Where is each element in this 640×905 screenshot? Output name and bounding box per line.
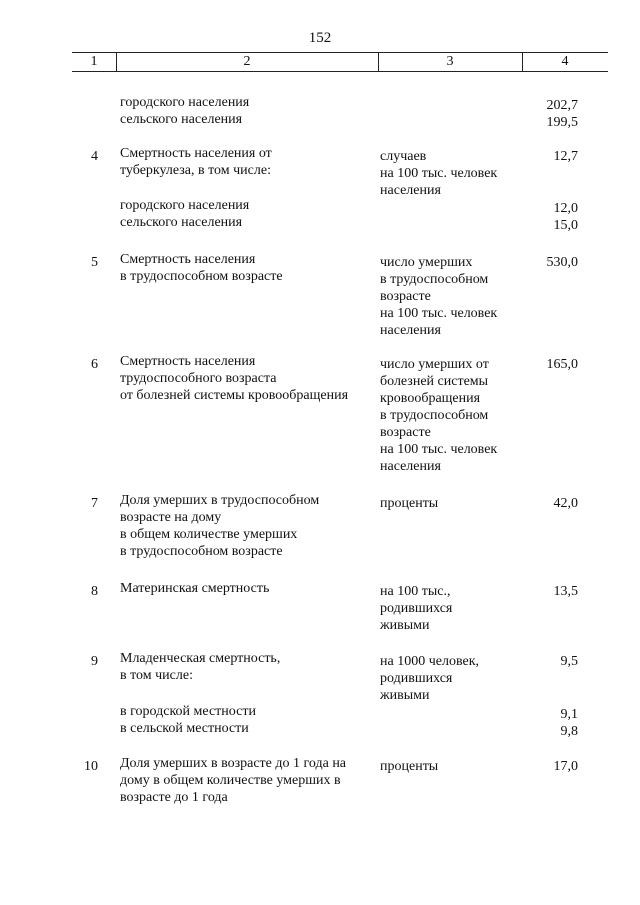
indicator-name-line: Смертность населения [120, 354, 256, 369]
unit-line: родившихся [380, 601, 453, 616]
unit-line: на 1000 человек, [380, 654, 479, 669]
indicator-name-line: трудоспособного возраста [120, 371, 277, 386]
page-number: 152 [308, 30, 332, 46]
indicator-name-line: дому в общем количестве умерших в [120, 773, 341, 788]
indicator-name-line: Младенческая смертность, [120, 651, 281, 666]
row-number: 9 [91, 654, 98, 669]
unit-line: число умерших [380, 255, 473, 270]
value-cell: 13,5 [553, 584, 578, 599]
indicator-name-line: Доля умерших в трудоспособном [120, 493, 320, 508]
row-number: 5 [91, 255, 98, 270]
unit-line: проценты [380, 496, 439, 511]
value-cell: 12,7 [553, 149, 578, 164]
unit-line: возрасте [380, 425, 431, 440]
unit-line: живыми [380, 618, 430, 633]
row-number: 7 [91, 496, 98, 511]
indicator-name-line: туберкулеза, в том числе: [120, 163, 271, 178]
unit-line: кровообращения [380, 391, 481, 406]
indicator-name-line: в общем количестве умерших [120, 527, 298, 542]
indicator-name-line: Смертность населения [120, 252, 256, 267]
unit-line: родившихся [380, 671, 453, 686]
unit-line: населения [380, 323, 441, 338]
indicator-name-line: сельского населения [120, 112, 243, 127]
unit-line: на 100 тыс. человек [380, 306, 498, 321]
unit-line: число умерших от [380, 357, 489, 372]
row-number: 6 [91, 357, 98, 372]
row-number: 8 [91, 584, 98, 599]
unit-line: возрасте [380, 289, 431, 304]
unit-line: живыми [380, 688, 430, 703]
indicator-name-line: в трудоспособном возрасте [120, 269, 283, 284]
indicator-name-line: от болезней системы кровообращения [120, 388, 349, 403]
value-cell: 42,0 [553, 496, 578, 511]
value-cell: 12,0 [553, 201, 578, 216]
header-col-1: 1 [90, 54, 98, 69]
indicator-name-line: Доля умерших в возрасте до 1 года на [120, 756, 347, 771]
row-number: 10 [84, 759, 98, 774]
unit-line: в трудоспособном [380, 272, 489, 287]
indicator-name-line: в сельской местности [120, 721, 249, 736]
unit-line: на 100 тыс., [380, 584, 451, 599]
value-cell: 165,0 [546, 357, 578, 372]
indicator-name-line: возрасте до 1 года [120, 790, 228, 805]
header-col-2: 2 [243, 54, 251, 69]
indicator-name-line: Материнская смертность [120, 581, 270, 596]
indicator-name-line: Смертность населения от [120, 146, 272, 161]
unit-line: на 100 тыс. человек [380, 442, 498, 457]
indicator-name-line: в городской местности [120, 704, 256, 719]
header-col-3: 3 [446, 54, 454, 69]
unit-line: проценты [380, 759, 439, 774]
indicator-name-line: в том числе: [120, 668, 193, 683]
unit-line: населения [380, 183, 441, 198]
unit-line: случаев [380, 149, 427, 164]
value-cell: 199,5 [546, 115, 578, 130]
table-header [72, 52, 608, 72]
indicator-name-line: сельского населения [120, 215, 243, 230]
unit-line: населения [380, 459, 441, 474]
indicator-name-line: в трудоспособном возрасте [120, 544, 283, 559]
value-cell: 17,0 [553, 759, 578, 774]
indicator-name-line: городского населения [120, 95, 250, 110]
value-cell: 9,8 [560, 724, 578, 739]
unit-line: в трудоспособном [380, 408, 489, 423]
value-cell: 9,1 [560, 707, 578, 722]
row-number: 4 [91, 149, 98, 164]
indicator-name-line: городского населения [120, 198, 250, 213]
indicator-name-line: возрасте на дому [120, 510, 222, 525]
value-cell: 530,0 [546, 255, 578, 270]
value-cell: 9,5 [560, 654, 578, 669]
unit-line: болезней системы [380, 374, 489, 389]
unit-line: на 100 тыс. человек [380, 166, 498, 181]
value-cell: 15,0 [553, 218, 578, 233]
value-cell: 202,7 [546, 98, 578, 113]
header-col-4: 4 [561, 54, 569, 69]
